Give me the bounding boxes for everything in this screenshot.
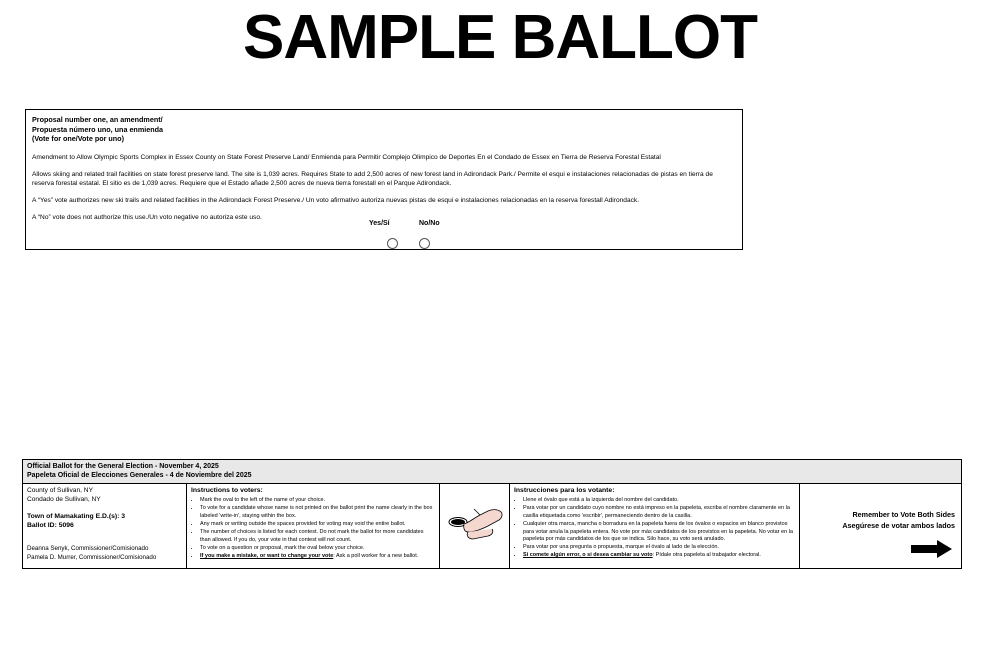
list-item: • To vote on a question or proposal, mark the oval below your choice. (200, 545, 435, 553)
instructions-english-cell (186, 484, 439, 568)
vote-both-sides-text (842, 510, 955, 532)
vote-both-sides-es: Asegúrese de votar ambos lados (842, 520, 955, 530)
proposal-yes-explanation: A “Yes” vote authorizes new ski trails and related facilities in the Adirondack Forest Preserve./ Un voto afirmativo autoriza nuevas pistas de esqui e instalaciones relacionadas en la reserva forestall Adirondack. (32, 197, 640, 205)
proposal-title: Amendment to Allow Olympic Sports Complex in Essex County on State Forest Preserve Land/ Enmienda para Permitir Complejo Olimpico de Deportes En el Condado de Essex en Tierra de Reserva Forestal Estatal (32, 154, 661, 162)
ballot-header-line-es: Papeleta Oficial de Elecciones Generales - 4 de Noviembre del 2025 (27, 472, 252, 480)
proposal-body: Allows skiing and related trail facilities on state forest preserve land. The site is 1,039 acres. Requires State to add 2,500 acres of new forest land in Adirondack Park./ Permite el esqui e instalaciones relacionadas de pistas en tierra de reserva forestal estatal. El sitio es de 1,039 acres. Requiere que el Estado añade 2,500 acres de nueva tierra forestall en el Parque Adirondack. (32, 171, 713, 188)
mistake-notice-es-rest: : Pídale otra papeleta al trabajador electoral. (652, 552, 761, 559)
list-item-mistake (200, 553, 435, 561)
list-item: • Mark the oval to the left of the name of your choice. (200, 497, 435, 505)
instructions-english-list (191, 497, 435, 560)
list-item-mistake (523, 552, 795, 560)
county-info-cell (23, 484, 186, 568)
county-line-en: County of Sullivan, NY (27, 487, 93, 495)
mistake-notice-es: Si comete algún error, o si desea cambiar su voto (523, 552, 653, 559)
list-item: • The number of choices is listed for each contest. Do not mark the ballot for more candidates than allowed. If you do, your vote in that contest will not count. (200, 529, 435, 544)
proposal-heading-line2: Propuesta número uno, una enmienda (32, 124, 163, 134)
proposal-no-explanation: A “No” vote does not authorize this use./Un voto negative no autoriza este uso. (32, 213, 262, 221)
commissioner-one: Deanna Senyk, Commissioner/Comisionado (27, 545, 149, 552)
list-item: • Llene el óvalo que está a la izquierda del nombre del candidato. (523, 497, 795, 505)
choice-label-yes: Yes/Sí (369, 220, 390, 227)
commissioner-two: Pamela D. Murrer, Commissioner/Comisionado (27, 553, 157, 561)
vote-both-sides-en: Remember to Vote Both Sides (852, 510, 955, 520)
town-election-district: Town of Mamakating E.D.(s): 3 (27, 512, 126, 520)
ballot-id: Ballot ID: 5096 (27, 522, 74, 530)
page-title: SAMPLE BALLOT (243, 3, 757, 72)
proposal-box (25, 109, 743, 250)
proposal-heading-line3: (Vote for one/Vote por uno) (32, 134, 124, 144)
list-item: • Cualquier otra marca, mancha o borradura en la papeleta fuera de los óvalos o espacios en blanco provistos para votar anula la papeleta entera. No vote por más candidatos de los provistos en la papeleta. No votar en la papeleta por más candidatos de los que se indica. Silo hace, su voto será anulado. (523, 521, 795, 544)
list-item: • Para votar por una pregunta o propuesta, marque el óvalo al lado de la elección. (523, 544, 795, 552)
mistake-notice-en-rest: : Ask a poll worker for a new ballot. (333, 552, 419, 559)
choice-label-no: No/No (419, 220, 440, 227)
official-ballot-strip (22, 459, 962, 569)
ballot-header-line-en: Official Ballot for the General Election - November 4, 2025 (27, 463, 219, 470)
proposal-heading-line1: Proposal number one, an amendment/ (32, 115, 163, 124)
vote-oval-no[interactable] (419, 238, 430, 249)
vote-both-sides-cell (799, 484, 961, 568)
mistake-notice-en: If you make a mistake, or want to change your vote (200, 552, 334, 559)
list-item: • To vote for a candidate whose name is not printed on the ballot print the name clearly in the box labeled 'write-in', staying within the box. (200, 505, 435, 520)
instructions-english-title: Instructions to voters: (191, 487, 263, 495)
proposal-choices (26, 220, 742, 232)
proposal-heading (32, 115, 736, 144)
marking-diagram-cell (439, 484, 509, 568)
vote-oval-yes[interactable] (387, 238, 398, 249)
ballot-strip-header (23, 460, 961, 484)
instructions-spanish-list (514, 497, 795, 560)
instructions-spanish-cell (509, 484, 799, 568)
instructions-spanish-title: Instrucciones para los votante: (514, 487, 615, 495)
list-item: • Para votar por un candidato cuyo nombre no está impreso en la papeleta, escriba el nombre claramente en la casilla etiquetada como 'escribir', permaneciendo dentro de la casilla. (523, 505, 795, 520)
arrow-right-icon (911, 539, 953, 564)
list-item: • Any mark or writing outside the spaces provided for voting may void the entire ballot. (200, 521, 435, 529)
county-line-es: Condado de Sullivan, NY (27, 496, 101, 504)
hand-marking-oval-icon (444, 502, 506, 548)
